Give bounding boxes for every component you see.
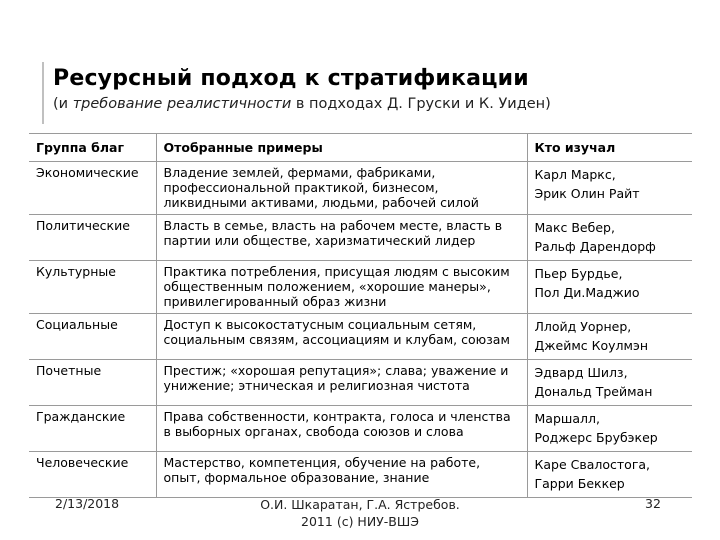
cell-examples: Права собственности, контракта, голоса и членства в выборных органах, свобода союзов и слова [156,406,527,452]
table-row [29,162,692,215]
scholar-1: Пьер Бурдье, [534,266,623,281]
cell-examples: Владение землей, фермами, фабриками, профессиональной практикой, бизнесом, ликвидными активами, людьми, рабочей силой [156,162,527,215]
scholar-1: Макс Вебер, [534,220,615,235]
scholar-2: Джеймс Коулмэн [534,338,648,353]
cell-group: Гражданские [29,406,156,452]
scholar-1: Карл Маркс, [534,167,616,182]
cell-examples: Мастерство, компетенция, обучение на работе, опыт, формальное образование, знание [156,452,527,498]
footer-date: 2/13/2018 [55,496,120,511]
footer-page-number: 32 [645,496,661,511]
subtitle-suffix: в подходах Д. Груски и К. Уиден) [291,96,551,112]
cell-group: Социальные [29,314,156,360]
title-accent-line [42,62,44,124]
scholar-2: Дональд Трейман [534,384,653,399]
cell-scholars [527,360,692,406]
table-row [29,314,692,360]
table-row [29,360,692,406]
cell-scholars [527,406,692,452]
cell-group: Человеческие [29,452,156,498]
cell-examples: Практика потребления, присущая людям с высоким общественным положением, «хорошие манеры», привилегированный образ жизни [156,261,527,314]
table-row [29,406,692,452]
scholar-2: Гарри Беккер [534,476,625,491]
table-row [29,215,692,261]
slide-title: Ресурсный подход к стратификации [53,66,529,91]
subtitle-prefix: (и [53,96,73,112]
scholar-1: Каре Свалостога, [534,457,651,472]
footer-authors [250,496,470,530]
slide-subtitle [53,96,551,112]
cell-group: Политические [29,215,156,261]
table-header-row [29,134,692,162]
cell-scholars [527,215,692,261]
footer-authors-line2: 2011 (c) НИУ-ВШЭ [301,514,419,529]
cell-scholars [527,261,692,314]
cell-examples: Власть в семье, власть на рабочем месте, власть в партии или обществе, харизматический лидер [156,215,527,261]
cell-scholars [527,162,692,215]
header-group: Группа благ [29,134,156,162]
cell-scholars [527,452,692,498]
header-scholars: Кто изучал [527,134,692,162]
cell-scholars [527,314,692,360]
title-block [53,66,551,112]
resources-table [29,133,692,498]
scholar-1: Ллойд Уорнер, [534,319,632,334]
scholar-2: Роджерс Брубэкер [534,430,658,445]
cell-group: Почетные [29,360,156,406]
cell-group: Экономические [29,162,156,215]
scholar-1: Эдвард Шилз, [534,365,628,380]
scholar-1: Маршалл, [534,411,600,426]
scholar-2: Пол Ди.Маджио [534,285,640,300]
table-row [29,452,692,498]
scholar-2: Эрик Олин Райт [534,186,640,201]
table-row [29,261,692,314]
scholar-2: Ральф Дарендорф [534,239,656,254]
cell-examples: Престиж; «хорошая репутация»; слава; уважение и унижение; этническая и религиозная чистота [156,360,527,406]
subtitle-italic: требование реалистичности [72,96,292,112]
header-examples: Отобранные примеры [156,134,527,162]
footer-authors-line1: О.И. Шкаратан, Г.А. Ястребов. [260,497,460,512]
cell-examples: Доступ к высокостатусным социальным сетям, социальным связям, ассоциациям и клубам, союзам [156,314,527,360]
cell-group: Культурные [29,261,156,314]
